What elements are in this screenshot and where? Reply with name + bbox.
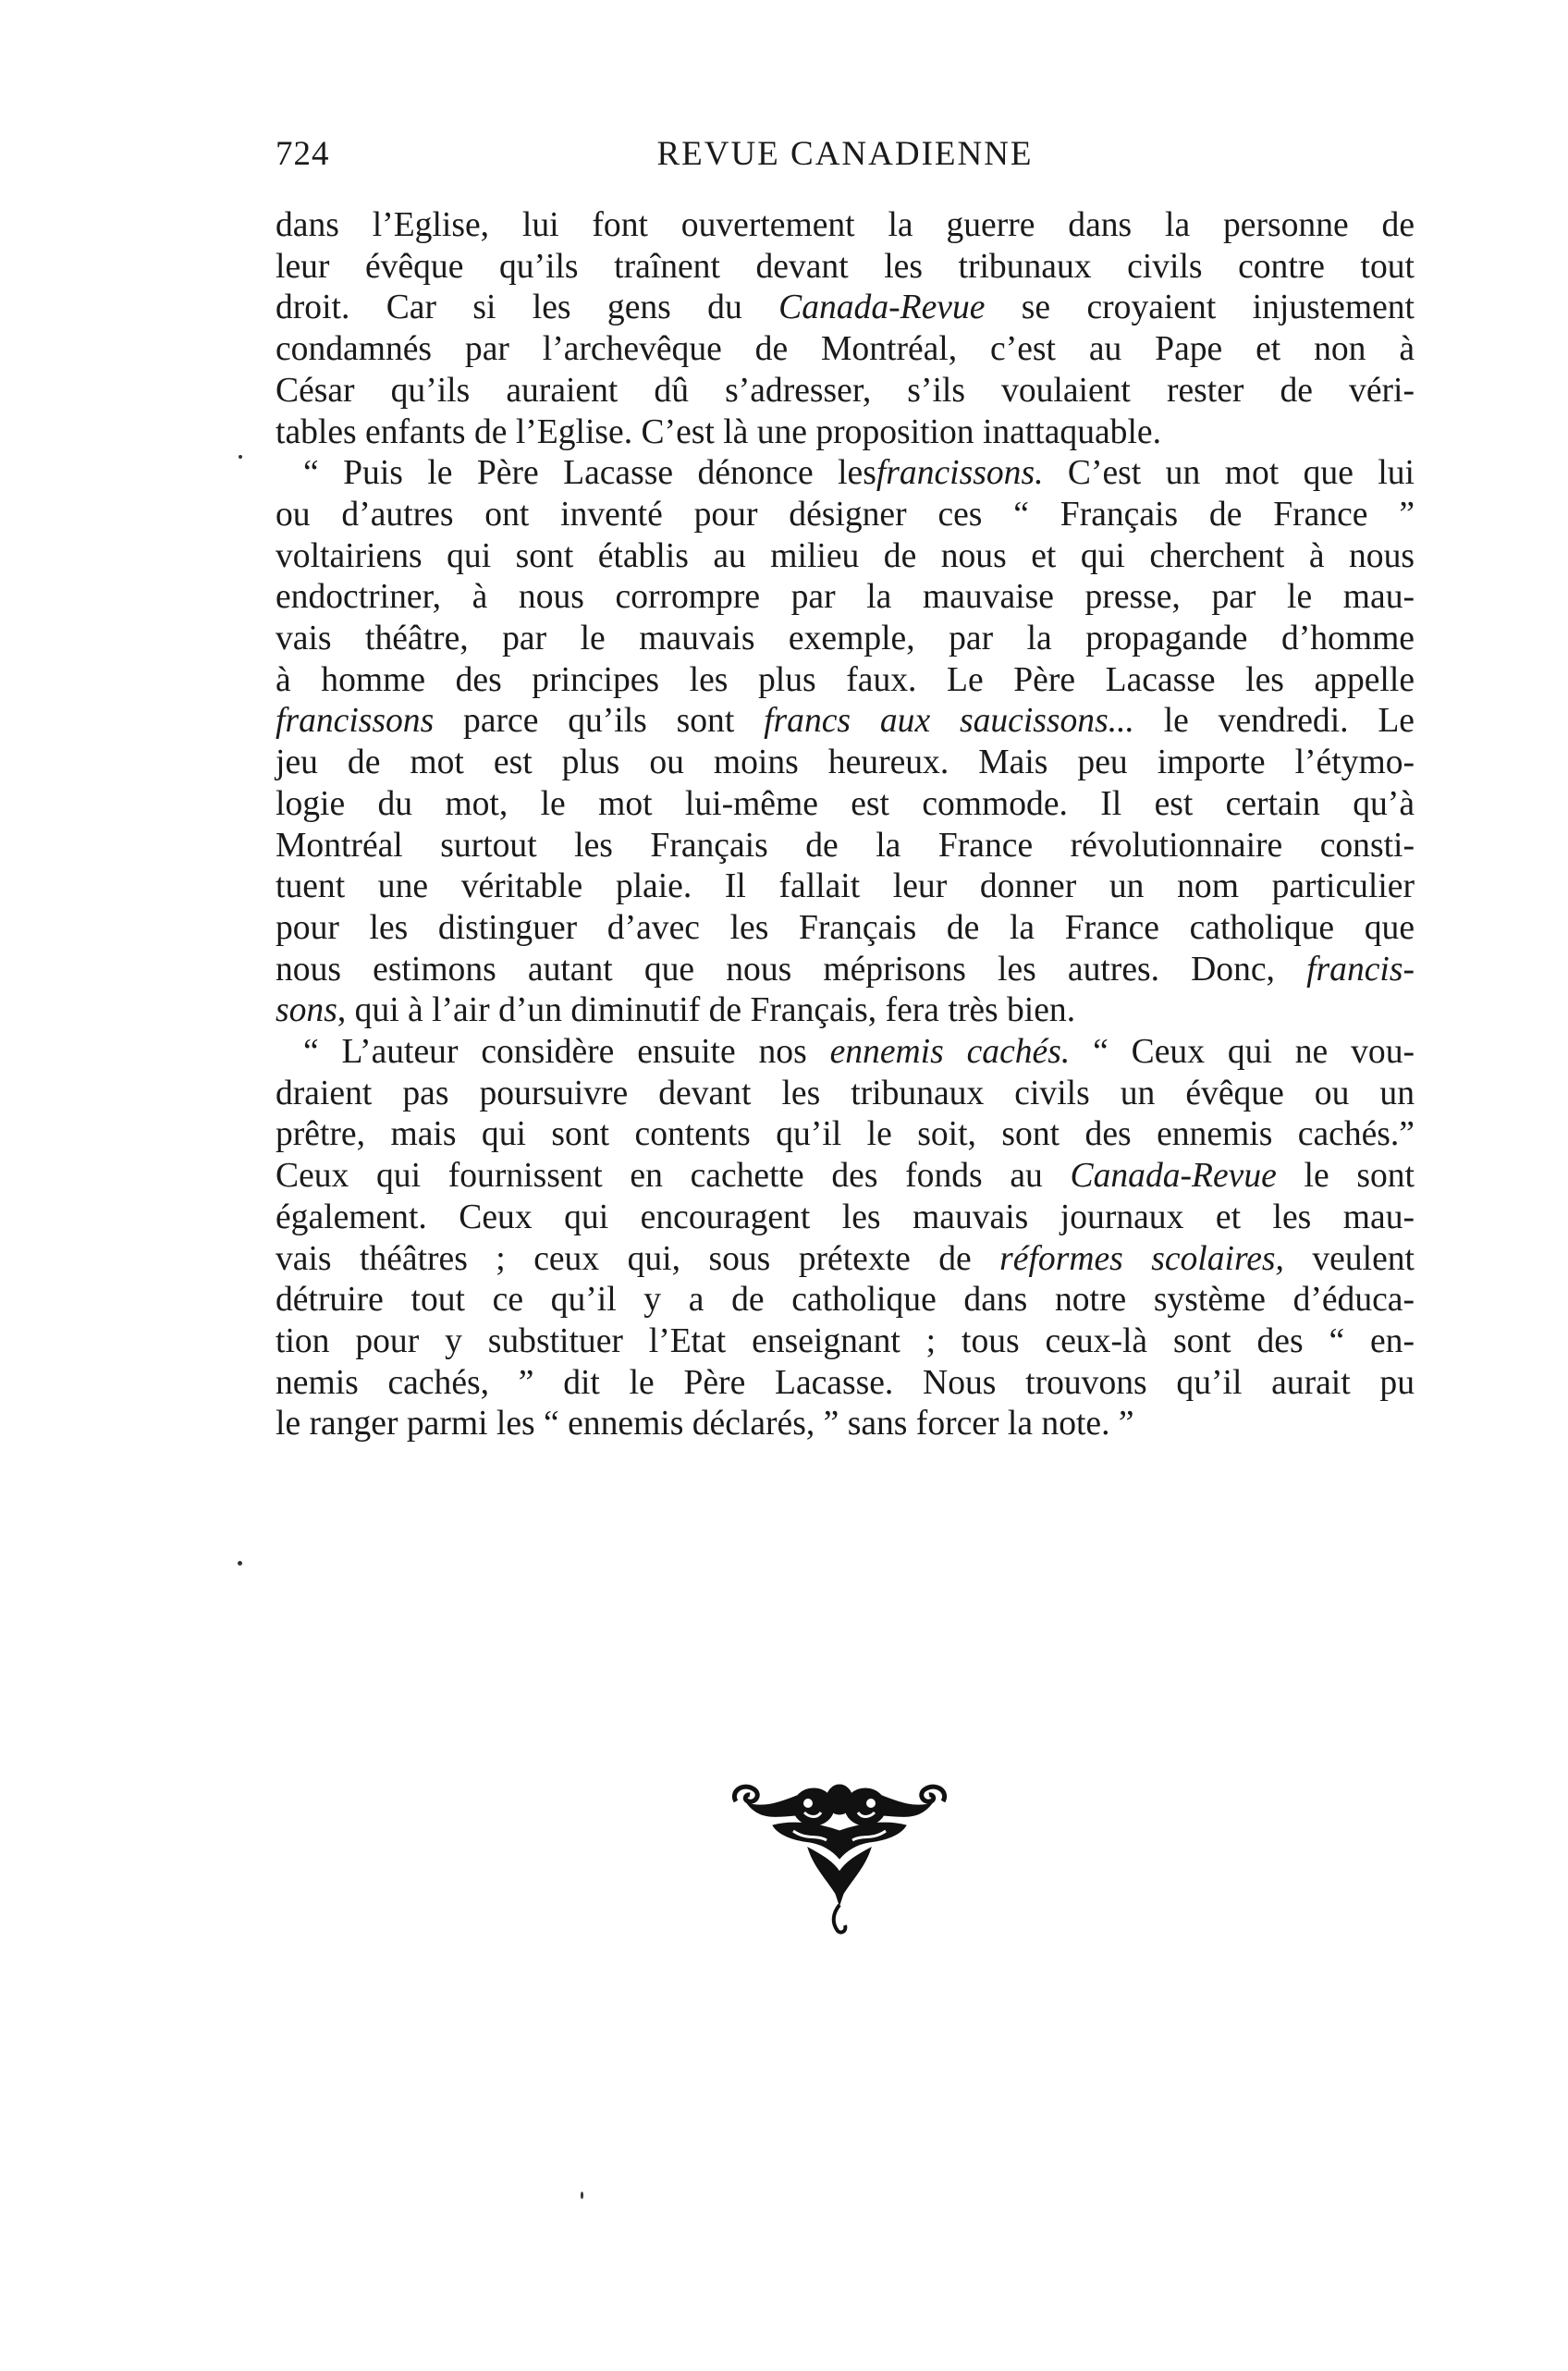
text-run: à homme des principes les plus faux. Le Père Lacasse les appelle [276, 660, 1415, 699]
text-line [276, 371, 1415, 412]
text-run: tion pour y substituer l’Etat enseignant ; tous ceux-là sont des “ en- [276, 1321, 1415, 1360]
text-run: draient pas poursuivre devant les tribunaux civils un évêque ou un [276, 1074, 1415, 1112]
text-run: nemis cachés, ” dit le Père Lacasse. Nous trouvons qu’il aurait pu [276, 1363, 1415, 1402]
italic-run: francis- [1306, 950, 1415, 989]
text-run: le ranger parmi les “ ennemis déclarés, ” sans forcer la note. ” [276, 1405, 1134, 1443]
running-header [276, 131, 1415, 178]
text-run: Ceux qui fournissent en cachette des fonds au [276, 1157, 1071, 1196]
paragraph [276, 205, 1415, 453]
running-title: REVUE CANADIENNE [656, 135, 1034, 173]
text-line [276, 453, 1415, 495]
text-line [276, 1239, 1415, 1281]
text-run: le vendredi. Le [1133, 702, 1415, 741]
paragraph [276, 1032, 1415, 1445]
text-run: jeu de mot est plus ou moins heureux. Mais peu importe l’étymo- [276, 743, 1415, 782]
text-line [276, 247, 1415, 289]
fleuron-ornament-icon [729, 1775, 950, 1951]
text-run: César qu’ils auraient dû s’adresser, s’ils voulaient rester de véri- [276, 371, 1415, 410]
italic-run: ennemis cachés. [829, 1033, 1071, 1072]
text-run: nous estimons autant que nous méprisons les autres. Donc, [276, 950, 1307, 989]
text-line [276, 784, 1415, 826]
text-line [276, 1280, 1415, 1321]
text-line [276, 660, 1415, 702]
text-run: leur évêque qu’ils traînent devant les tribunaux civils contre tout [276, 247, 1415, 286]
text-line [276, 1198, 1415, 1239]
text-line [276, 1032, 1415, 1074]
text-line [276, 743, 1415, 784]
italic-run: francissons. [876, 454, 1044, 493]
scan-speck [581, 2192, 583, 2199]
italic-run: francissons [276, 702, 435, 741]
body-text [276, 205, 1415, 1445]
text-line [276, 619, 1415, 660]
text-line [276, 950, 1415, 991]
text-run: vais théâtres ; ceux qui, sous prétexte de [276, 1239, 1000, 1278]
page-number: 724 [276, 135, 330, 173]
italic-run: francs aux saucissons... [764, 702, 1134, 741]
text-run: ou d’autres ont inventé pour désigner ces “ Français de France ” [276, 495, 1415, 534]
italic-run: Canada-Revue [778, 289, 986, 327]
text-line [276, 866, 1415, 908]
text-run: prêtre, mais qui sont contents qu’il le soit, sont des ennemis cachés.” [276, 1115, 1415, 1154]
text-run: parce qu’ils sont [434, 702, 765, 741]
text-line [276, 990, 1415, 1032]
text-run: pour les distinguer d’avec les Français de la France catholique que [276, 908, 1415, 947]
text-line [276, 329, 1415, 371]
text-run: , qui à l’air d’un diminutif de Français, fera très bien. [337, 991, 1076, 1030]
italic-run: Canada-Revue [1070, 1157, 1277, 1196]
text-run: se croyaient injustement [985, 289, 1415, 327]
paragraph [276, 453, 1415, 1032]
text-run: voltairiens qui sont établis au milieu de nous et qui cherchent à nous [276, 536, 1415, 575]
text-line [276, 1074, 1415, 1115]
text-line [276, 1404, 1415, 1445]
text-run: le sont [1276, 1157, 1415, 1196]
italic-run: sons [276, 991, 337, 1030]
text-run: droit. Car si les gens du [276, 289, 779, 327]
text-run: détruire tout ce qu’il y a de catholique dans notre système d’éduca- [276, 1281, 1415, 1320]
text-run: tables enfants de l’Eglise. C’est là une proposition inattaquable. [276, 412, 1161, 451]
text-run: condamnés par l’archevêque de Montréal, c’est au Pape et non à [276, 330, 1415, 369]
text-run: C’est un mot que lui [1043, 454, 1415, 493]
text-line [276, 577, 1415, 619]
text-run: endoctriner, à nous corrompre par la mauvaise presse, par le mau- [276, 578, 1415, 617]
text-line [276, 412, 1415, 454]
text-line [276, 495, 1415, 536]
text-line [276, 1114, 1415, 1156]
text-run: vais théâtre, par le mauvais exemple, par la propagande d’homme [276, 620, 1415, 658]
text-line [276, 536, 1415, 578]
scan-speck [238, 1561, 242, 1566]
text-line [276, 1156, 1415, 1198]
text-line [276, 1363, 1415, 1405]
text-run: veulent [1283, 1239, 1415, 1278]
scan-speck [239, 455, 242, 459]
text-run: Montréal surtout les Français de la France révolutionnaire consti- [276, 826, 1415, 865]
text-line [276, 701, 1415, 743]
text-line [276, 288, 1415, 329]
text-run: “ L’auteur considère ensuite nos [303, 1033, 830, 1072]
text-run: tuent une véritable plaie. Il fallait leur donner un nom particulier [276, 867, 1415, 906]
text-run: “ Puis le Père Lacasse dénonce les [303, 454, 876, 493]
text-line [276, 826, 1415, 867]
text-line [276, 1321, 1415, 1363]
text-run: “ Ceux qui ne vou- [1070, 1033, 1415, 1072]
text-run: dans l’Eglise, lui font ouvertement la guerre dans la personne de [276, 206, 1415, 244]
text-line [276, 908, 1415, 950]
text-run: logie du mot, le mot lui-même est commode. Il est certain qu’à [276, 784, 1415, 823]
text-line [276, 205, 1415, 247]
italic-run: réformes scolaires, [999, 1239, 1284, 1278]
text-run: également. Ceux qui encouragent les mauvais journaux et les mau- [276, 1198, 1415, 1236]
